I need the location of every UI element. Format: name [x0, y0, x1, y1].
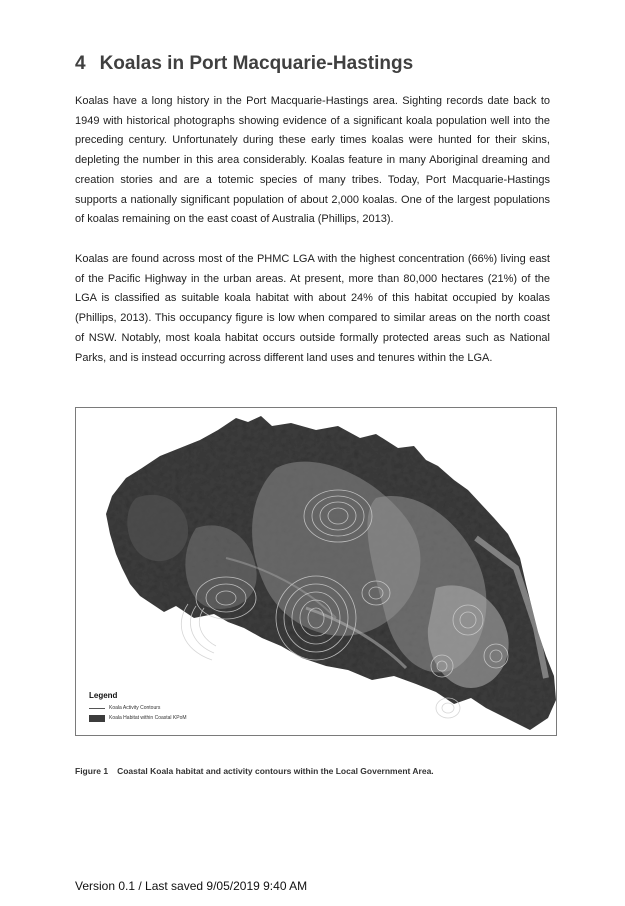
figure-caption-text: Coastal Koala habitat and activity contours within the Local Government Area. [117, 766, 434, 776]
paragraph-distribution: Koalas are found across most of the PHMC LGA with the highest concentration (66%) living east of the Pacific Highway in the urban areas. At present, more than 80,000 hectares (21%) of the LGA is classified as suitable koala habitat with about 24% of this habitat occupied by koalas (Phillips, 2013). This occupancy figure is low when compared to similar areas on the north coast of NSW. Notably, most koala habitat occurs outside formally protected areas such as National Parks, and is instead occurring across different land uses and tenures within the LGA. [75, 253, 550, 364]
document-footer: Version 0.1 / Last saved 9/05/2019 9:40 AM [75, 879, 308, 893]
legend-title: Legend [89, 691, 118, 700]
map-legend [89, 691, 187, 723]
legend-label: Koala Activity Contours [109, 705, 161, 711]
section-title: Koalas in Port Macquarie-Hastings [99, 53, 414, 74]
figure-caption [75, 766, 434, 776]
legend-item-habitat [89, 713, 187, 723]
lga-landmass [76, 408, 557, 736]
contour-line-swatch [89, 708, 105, 709]
koala-habitat-map [75, 407, 557, 736]
map-graphic [76, 408, 557, 736]
figure-label: Figure 1 [75, 766, 109, 776]
section-number: 4 [75, 53, 86, 74]
legend-item-contours [89, 703, 187, 713]
habitat-fill-swatch [89, 715, 105, 722]
paragraph-history: Koalas have a long history in the Port Macquarie-Hastings area. Sighting records date back to 1949 with historical photographs showing evidence of a significant koala population well into the preceding century. Unfortunately during these early times koalas were hunted for their skins, depleting the number in this area considerably. Koalas feature in many Aboriginal dreaming and creation stories and are a totemic species of many tribes. Today, Port Macquarie-Hastings supports a nationally significant population of about 2,000 koalas. One of the largest populations of koalas remaining on the east coast of Australia (Phillips, 2013). [75, 95, 550, 226]
section-heading [75, 53, 413, 75]
legend-label: Koala Habitat within Coastal KPoM [109, 715, 187, 721]
